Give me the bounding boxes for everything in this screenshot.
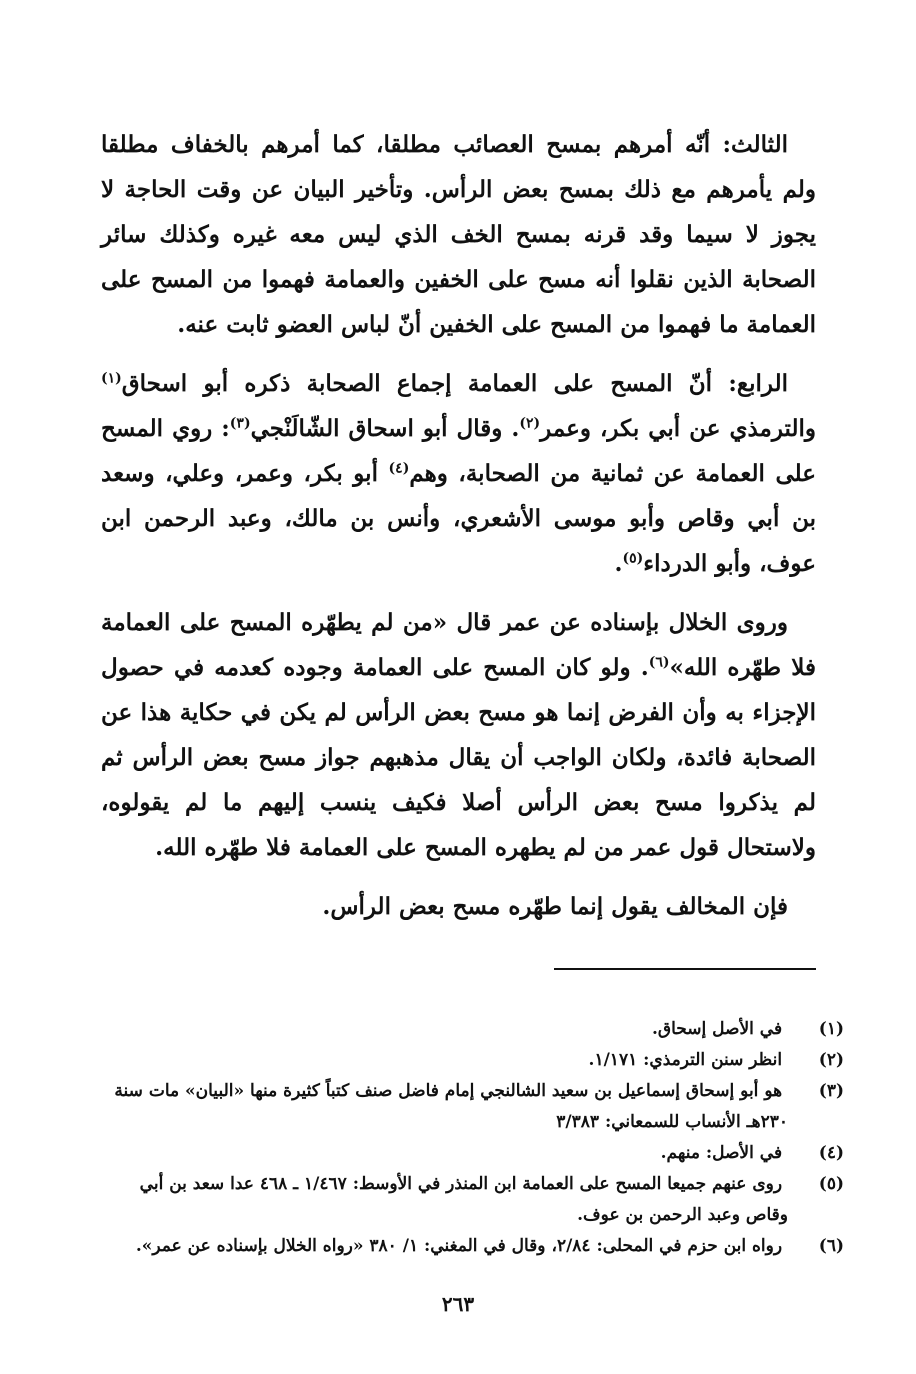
text-segment: . ولو كان المسح على العمامة وجوده كعدمه في حصول الإجزاء به وأن الفرض إنما هو مسح بعض الرأس لم يكن في حكاية هذا عن الصحابة فائدة، ولكان الواجب أن يقال مذهبهم جواز مسح بعض الرأس ثم لم يذكروا مسح بعض الرأس أصلا فكيف ينسب إليهم ما لم يقولوه، ولاستحال قول عمر من لم يطهره المسح على العمامة فلا طهّره الله. [101,654,816,861]
footnote-number: (٤) [818,1143,844,1163]
paragraph-third-point [101,122,816,347]
text-segment: وروى الخلال بإسناده عن عمر قال «من لم يطهّره المسح على العمامة فلا طهّره الله» [101,609,816,681]
footnote-number: (٣) [818,1081,844,1101]
footnote-item [101,1045,844,1076]
footnote-number: (٢) [818,1050,844,1070]
footnote-ref: (٢) [519,415,541,432]
footnote-text: انظر سنن الترمذي: ١/١٧١. [588,1050,783,1070]
footnote-item [101,1076,844,1138]
paragraph-fourth-point [101,361,816,586]
text-segment: : روي المسح على العمامة عن ثمانية من الصحابة، وهم [101,415,816,487]
text-segment: . وقال أبو اسحاق الشّالَنْجي [250,415,520,442]
footnote-number: (٥) [818,1174,844,1194]
footnote-text: في الأصل: منهم. [660,1143,783,1163]
footnote-text: في الأصل إسحاق. [651,1019,783,1039]
footnote-item [101,1231,844,1262]
footnote-text: رواه ابن حزم في المحلى: ٢/٨٤، وقال في المغني: ١/ ٣٨٠ «رواه الخلال بإسناده عن عمر». [135,1236,783,1256]
footnote-ref: (٣) [229,415,251,432]
text-segment: . [614,550,623,577]
footnote-ref: (٦) [648,654,670,671]
footnote-text: روى عنهم جميعا المسح على العمامة ابن المنذر في الأوسط: ١/٤٦٧ ـ ٤٦٨ عدا سعد بن أبي وقاص وعبد الرحمن بن عوف. [139,1174,788,1225]
footnote-item [101,1169,844,1231]
text-segment: الرابع: أنّ المسح على العمامة إجماع الصحابة ذكره أبو اسحاق [121,370,788,397]
paragraph-opponent [101,884,816,929]
footnote-number: (٦) [818,1236,844,1256]
paragraph-khallal-narration [101,600,816,870]
footnote-divider [554,968,816,970]
footnote-number: (١) [818,1019,844,1039]
footnote-item [101,1014,844,1045]
footnotes-list [101,1014,844,1262]
page-number: ٢٦٣ [441,1292,475,1316]
footnote-ref: (٥) [622,550,644,567]
main-text [101,122,816,943]
text-segment: الثالث: أنّه أمرهم بمسح العصائب مطلقا، كما أمرهم بالخفاف مطلقا ولم يأمرهم مع ذلك بمسح بعض الرأس. وتأخير البيان عن وقت الحاجة لا يجوز لا سيما وقد قرنه بمسح الخف الذي ليس معه غيره وكذلك سائر الصحابة الذين نقلوا أنه مسح على الخفين والعمامة فهموا من المسح على العمامة ما فهموا من المسح على الخفين أنّ لباس العضو ثابت عنه. [101,131,816,338]
footnote-text: هو أبو إسحاق إسماعيل بن سعيد الشالنجي إمام فاضل صنف كتباً كثيرة منها «البيان» مات سنة ٢٣٠هـ الأنساب للسمعاني: ٣/٣٨٣ [114,1081,788,1132]
footnote-ref: (٤) [388,460,410,477]
footnote-item [101,1138,844,1169]
text-segment: والترمذي عن أبي بكر، وعمر [540,415,816,442]
footnote-ref: (١) [101,370,122,387]
text-segment: فإن المخالف يقول إنما طهّره مسح بعض الرأس. [322,893,788,920]
text-segment: أبو بكر، وعمر، وعلي، وسعد بن أبي وقاص وأبو موسى الأشعري، وأنس بن مالك، وعبد الرحمن ابن عوف، وأبو الدرداء [101,460,816,577]
